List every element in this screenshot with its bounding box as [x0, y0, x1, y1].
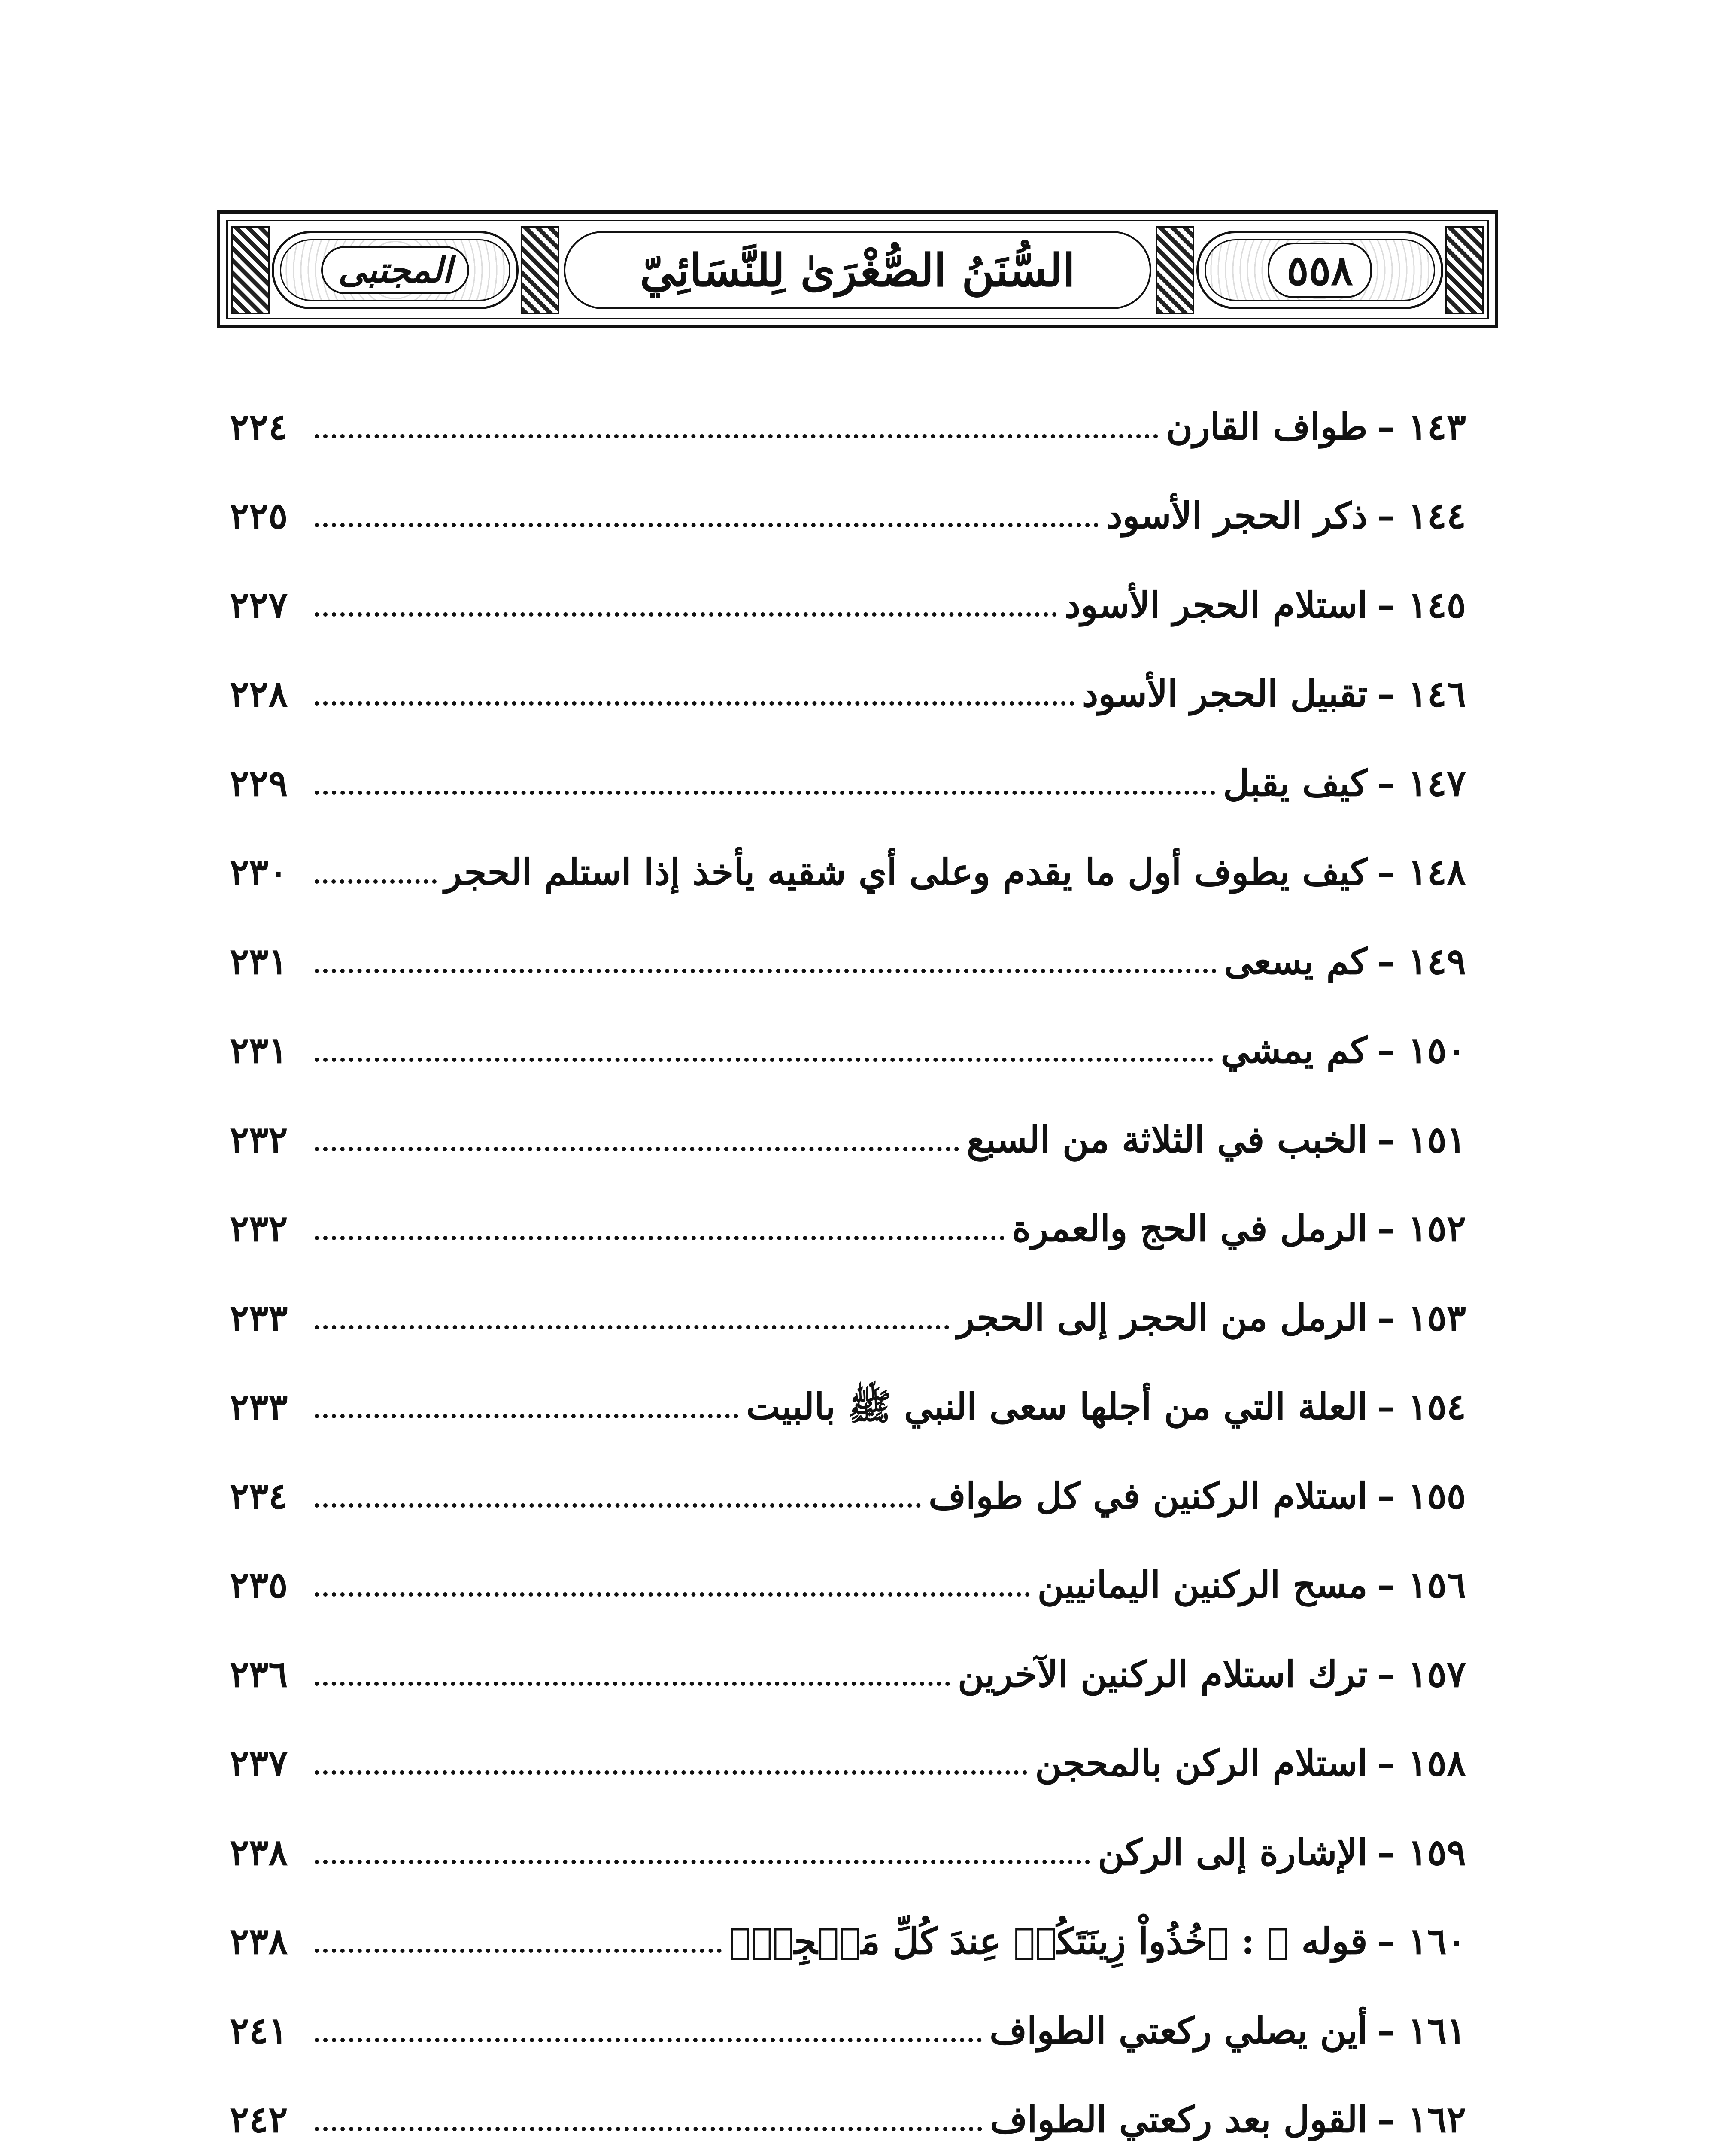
entry-title: كم يسعى [1224, 940, 1368, 982]
entry-separator: – [1377, 583, 1395, 626]
dot-leader [315, 791, 1215, 795]
toc-entry [230, 1184, 1466, 1274]
entry-page-number: ٢٣٦ [230, 1652, 288, 1695]
entry-separator: – [1377, 1385, 1395, 1428]
entry-separator: – [1377, 1207, 1395, 1250]
page-number: ٥٥٨ [1268, 243, 1372, 298]
toc-entry [230, 1006, 1466, 1095]
ornament-block [1156, 226, 1194, 314]
dot-leader [315, 1592, 1030, 1597]
entry-separator: – [1377, 1742, 1395, 1785]
entry-title: العلة التي من أجلها سعى النبي ﷺ بالبيت [746, 1385, 1368, 1428]
entry-page-number: ٢٣٢ [230, 1207, 288, 1250]
entry-page-number: ٢٣٠ [230, 851, 288, 894]
title-cartouche [564, 231, 1151, 309]
entry-title: الخبب في الثلاثة من السبع [966, 1118, 1368, 1161]
toc-entry [230, 917, 1466, 1006]
entry-page-number: ٢٣٣ [230, 1385, 288, 1428]
entry-separator: – [1377, 1296, 1395, 1339]
entry-separator: – [1377, 1831, 1395, 1873]
entry-page-number: ٢٣٨ [230, 1831, 288, 1873]
entry-page-number: ٢٣٥ [230, 1563, 288, 1606]
entry-title: أين يصلي ركعتي الطواف [989, 2009, 1368, 2052]
table-of-contents [230, 382, 1466, 2147]
entry-number: ١٦٢ [1408, 2098, 1466, 2141]
toc-entry [230, 1808, 1466, 1897]
entry-number: ١٥٢ [1408, 1207, 1466, 1250]
entry-separator: – [1377, 761, 1395, 804]
page-number-cartouche [1196, 231, 1443, 309]
entry-number: ١٦٠ [1408, 1920, 1466, 1963]
entry-number: ١٥٨ [1408, 1742, 1466, 1785]
entry-number: ١٥٦ [1408, 1563, 1466, 1606]
entry-title: كم يمشي [1220, 1029, 1368, 1072]
toc-entry [230, 650, 1466, 739]
entry-separator: – [1377, 940, 1395, 982]
entry-title: قوله ﷻ : ﴿خُذُواْ زِينَتَكُمۡ عِندَ كُلِّ مَسۡجِدٖ﴾ [729, 1920, 1368, 1963]
dot-leader [315, 1147, 959, 1151]
dot-leader [315, 2127, 982, 2131]
entry-number: ١٥٤ [1408, 1385, 1466, 1428]
toc-entry [230, 1095, 1466, 1184]
entry-number: ١٥٣ [1408, 1296, 1466, 1339]
entry-number: ١٤٥ [1408, 583, 1466, 626]
entry-page-number: ٢٣٧ [230, 1742, 288, 1785]
entry-title: القول بعد ركعتي الطواف [989, 2098, 1368, 2141]
dot-leader [315, 1682, 950, 1686]
toc-entry [230, 1897, 1466, 1986]
entry-page-number: ٢٢٤ [230, 405, 288, 448]
dot-leader [315, 879, 437, 884]
toc-entry [230, 1362, 1466, 1452]
entry-separator: – [1377, 1652, 1395, 1695]
dot-leader [315, 1770, 1027, 1775]
dot-leader [315, 701, 1074, 706]
toc-entry [230, 1630, 1466, 1719]
entry-page-number: ٢٤١ [230, 2009, 288, 2052]
entry-number: ١٥٥ [1408, 1474, 1466, 1517]
entry-title: الإشارة إلى الركن [1098, 1831, 1368, 1873]
entry-number: ١٤٧ [1408, 761, 1466, 804]
toc-entry [230, 560, 1466, 650]
entry-title: كيف يطوف أول ما يقدم وعلى أي شقيه يأخذ إذا استلم الحجر [444, 851, 1368, 894]
ornament-block [1445, 226, 1484, 314]
toc-entry [230, 2075, 1466, 2147]
toc-entry [230, 382, 1466, 471]
dot-leader [315, 434, 1158, 438]
toc-entry [230, 1541, 1466, 1630]
running-title: السُّنَنُ الصُّغْرَىٰ لِلنَّسَائِيّ [629, 244, 1087, 297]
entry-separator: – [1377, 1118, 1395, 1161]
entry-number: ١٤٨ [1408, 851, 1466, 894]
entry-separator: – [1377, 1920, 1395, 1963]
toc-entry [230, 828, 1466, 917]
page-header [217, 210, 1498, 328]
entry-separator: – [1377, 1029, 1395, 1072]
entry-page-number: ٢٣١ [230, 940, 288, 982]
dot-leader [315, 1058, 1213, 1062]
entry-separator: – [1377, 672, 1395, 715]
entry-title: استلام الركن بالمحجن [1035, 1742, 1368, 1785]
entry-number: ١٥٩ [1408, 1831, 1466, 1873]
series-cartouche [272, 231, 519, 309]
dot-leader [315, 1949, 722, 1953]
dot-leader [315, 1414, 738, 1418]
entry-page-number: ٢٣٨ [230, 1920, 288, 1963]
entry-number: ١٤٩ [1408, 940, 1466, 982]
entry-page-number: ٢٤٢ [230, 2098, 288, 2141]
entry-separator: – [1377, 405, 1395, 448]
toc-entry [230, 1451, 1466, 1541]
series-title: المجتبى [321, 246, 470, 294]
entry-page-number: ٢٢٥ [230, 494, 288, 537]
dot-leader [315, 969, 1217, 973]
entry-separator: – [1377, 1563, 1395, 1606]
entry-number: ١٥٧ [1408, 1652, 1466, 1695]
entry-number: ١٤٤ [1408, 494, 1466, 537]
ornament-block [521, 226, 559, 314]
toc-entry [230, 1986, 1466, 2075]
dot-leader [315, 1860, 1090, 1864]
entry-page-number: ٢٢٧ [230, 583, 288, 626]
dot-leader [315, 1503, 921, 1508]
entry-page-number: ٢٣١ [230, 1029, 288, 1072]
entry-title: مسح الركنين اليمانيين [1037, 1563, 1368, 1606]
entry-number: ١٤٦ [1408, 672, 1466, 715]
entry-title: الرمل في الحج والعمرة [1012, 1207, 1368, 1250]
entry-separator: – [1377, 494, 1395, 537]
entry-number: ١٤٣ [1408, 405, 1466, 448]
entry-number: ١٦١ [1408, 2009, 1466, 2052]
entry-page-number: ٢٣٣ [230, 1296, 288, 1339]
entry-title: استلام الحجر الأسود [1064, 583, 1368, 626]
dot-leader [315, 523, 1099, 527]
dot-leader [315, 612, 1057, 617]
dot-leader [315, 1325, 949, 1329]
toc-entry [230, 1719, 1466, 1808]
entry-separator: – [1377, 2098, 1395, 2141]
entry-separator: – [1377, 1474, 1395, 1517]
entry-title: الرمل من الحجر إلى الحجر [957, 1296, 1368, 1339]
entry-separator: – [1377, 2009, 1395, 2052]
entry-page-number: ٢٣٤ [230, 1474, 288, 1517]
entry-title: طواف القارن [1166, 405, 1368, 448]
dot-leader [315, 1236, 1005, 1240]
toc-entry [230, 739, 1466, 828]
entry-number: ١٥١ [1408, 1118, 1466, 1161]
toc-entry [230, 471, 1466, 561]
entry-number: ١٥٠ [1408, 1029, 1466, 1072]
entry-page-number: ٢٢٨ [230, 672, 288, 715]
dot-leader [315, 2038, 982, 2042]
entry-title: تقبيل الحجر الأسود [1082, 672, 1368, 715]
entry-title: كيف يقبل [1223, 761, 1368, 804]
ornament-block [231, 226, 270, 314]
entry-title: ترك استلام الركنين الآخرين [958, 1652, 1368, 1695]
entry-title: استلام الركنين في كل طواف [929, 1474, 1368, 1517]
entry-separator: – [1377, 851, 1395, 894]
entry-page-number: ٢٣٢ [230, 1118, 288, 1161]
entry-page-number: ٢٢٩ [230, 761, 288, 804]
entry-title: ذكر الحجر الأسود [1106, 494, 1368, 537]
toc-entry [230, 1273, 1466, 1362]
